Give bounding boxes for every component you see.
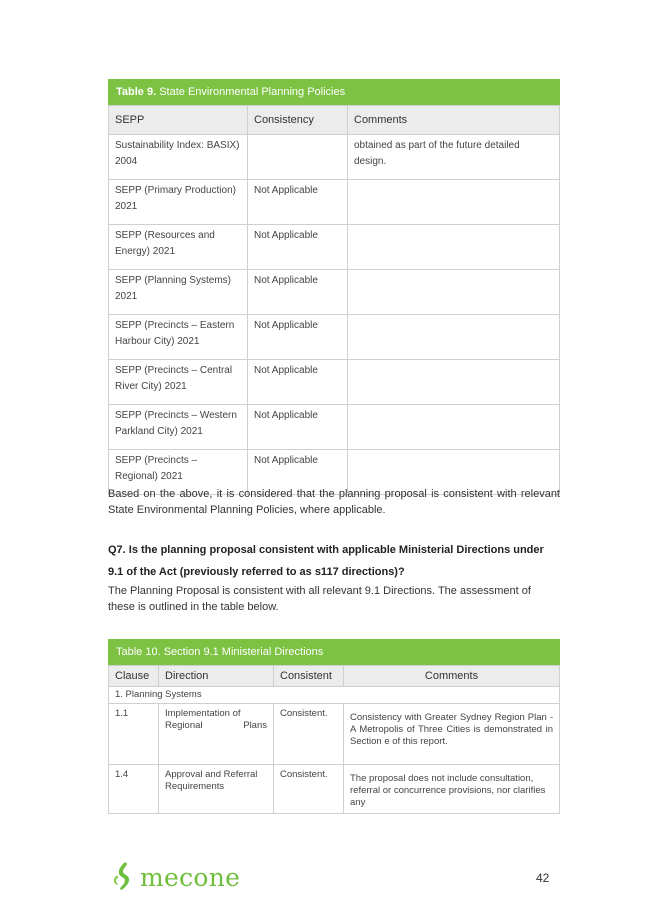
table-9-grid xyxy=(108,105,560,495)
cell-sepp: Sustainability Index: BASIX) 2004 xyxy=(109,135,248,180)
mecone-logo xyxy=(112,860,240,894)
table-row xyxy=(109,270,560,315)
section-row xyxy=(109,687,560,704)
cell-direction: Implementation of Regional Plans xyxy=(159,704,274,765)
table-row xyxy=(109,180,560,225)
directions-intro-paragraph: The Planning Proposal is consistent with all relevant 9.1 Directions. The assessment of these is outlined in the table below. xyxy=(108,585,531,613)
cell-comments xyxy=(348,360,560,405)
table-10-grid xyxy=(108,665,560,814)
cell-consistency: Not Applicable xyxy=(248,405,348,450)
conclusion-paragraph: Based on the above, it is considered that the planning proposal is consistent with relevant State Environmental Planning Policies, where applicable. xyxy=(108,488,560,516)
table-9-header-row xyxy=(109,106,560,135)
table-9-caption-number: Table 9. xyxy=(116,86,157,98)
cell-consistency: Not Applicable xyxy=(248,450,348,495)
section-label: 1. Planning Systems xyxy=(109,687,560,704)
cell-comments xyxy=(348,315,560,360)
cell-direction: Approval and Referral Requirements xyxy=(159,765,274,814)
cell-comments xyxy=(348,180,560,225)
cell-comments xyxy=(348,225,560,270)
header-sepp: SEPP xyxy=(109,106,248,135)
mecone-leaf-icon xyxy=(112,862,136,892)
cell-sepp: SEPP (Precincts – Eastern Harbour City) 2021 xyxy=(109,315,248,360)
header-comments: Comments xyxy=(348,106,560,135)
table-row xyxy=(109,405,560,450)
cell-clause: 1.1 xyxy=(109,704,159,765)
header-consistent: Consistent xyxy=(274,666,344,687)
table-9-caption-title: State Environmental Planning Policies xyxy=(156,86,346,98)
header-clause: Clause xyxy=(109,666,159,687)
cell-sepp: SEPP (Primary Production) 2021 xyxy=(109,180,248,225)
cell-consistency: Not Applicable xyxy=(248,225,348,270)
page-number: 42 xyxy=(536,871,550,885)
cell-sepp: SEPP (Precincts – Central River City) 2021 xyxy=(109,360,248,405)
cell-consistency: Not Applicable xyxy=(248,180,348,225)
table-row xyxy=(109,135,560,180)
cell-comments: Consistency with Greater Sydney Region Plan - A Metropolis of Three Cities is demonstrated in Section e of this report. xyxy=(344,704,560,765)
cell-consistency: Not Applicable xyxy=(248,315,348,360)
header-direction: Direction xyxy=(159,666,274,687)
cell-comments: The proposal does not include consultation, referral or concurrence provisions, nor clarifies any xyxy=(344,765,560,814)
table-row xyxy=(109,315,560,360)
cell-sepp: SEPP (Precincts – Western Parkland City) 2021 xyxy=(109,405,248,450)
table-9 xyxy=(108,79,560,495)
table-row xyxy=(109,704,560,765)
table-10-header-row xyxy=(109,666,560,687)
cell-consistency: Not Applicable xyxy=(248,360,348,405)
table-10 xyxy=(108,639,560,814)
cell-clause: 1.4 xyxy=(109,765,159,814)
cell-sepp: SEPP (Planning Systems) 2021 xyxy=(109,270,248,315)
cell-consistency: Not Applicable xyxy=(248,270,348,315)
header-consistency: Consistency xyxy=(248,106,348,135)
cell-sepp: SEPP (Resources and Energy) 2021 xyxy=(109,225,248,270)
cell-consistency xyxy=(248,135,348,180)
cell-sepp: SEPP (Precincts – Regional) 2021 xyxy=(109,450,248,495)
table-row xyxy=(109,360,560,405)
table-row xyxy=(109,225,560,270)
table-row xyxy=(109,765,560,814)
cell-consistent: Consistent. xyxy=(274,765,344,814)
cell-comments xyxy=(348,270,560,315)
mecone-wordmark: mecone xyxy=(140,862,241,892)
table-10-caption: Table 10. Section 9.1 Ministerial Directions xyxy=(108,639,560,665)
table-9-caption xyxy=(108,79,560,105)
cell-comments: obtained as part of the future detailed design. xyxy=(348,135,560,180)
header-comments: Comments xyxy=(344,666,560,687)
cell-comments xyxy=(348,405,560,450)
question-heading: Q7. Is the planning proposal consistent with applicable Ministerial Directions under 9.1 of the Act (previously referred to as s117 directions)? xyxy=(108,544,544,578)
cell-consistent: Consistent. xyxy=(274,704,344,765)
